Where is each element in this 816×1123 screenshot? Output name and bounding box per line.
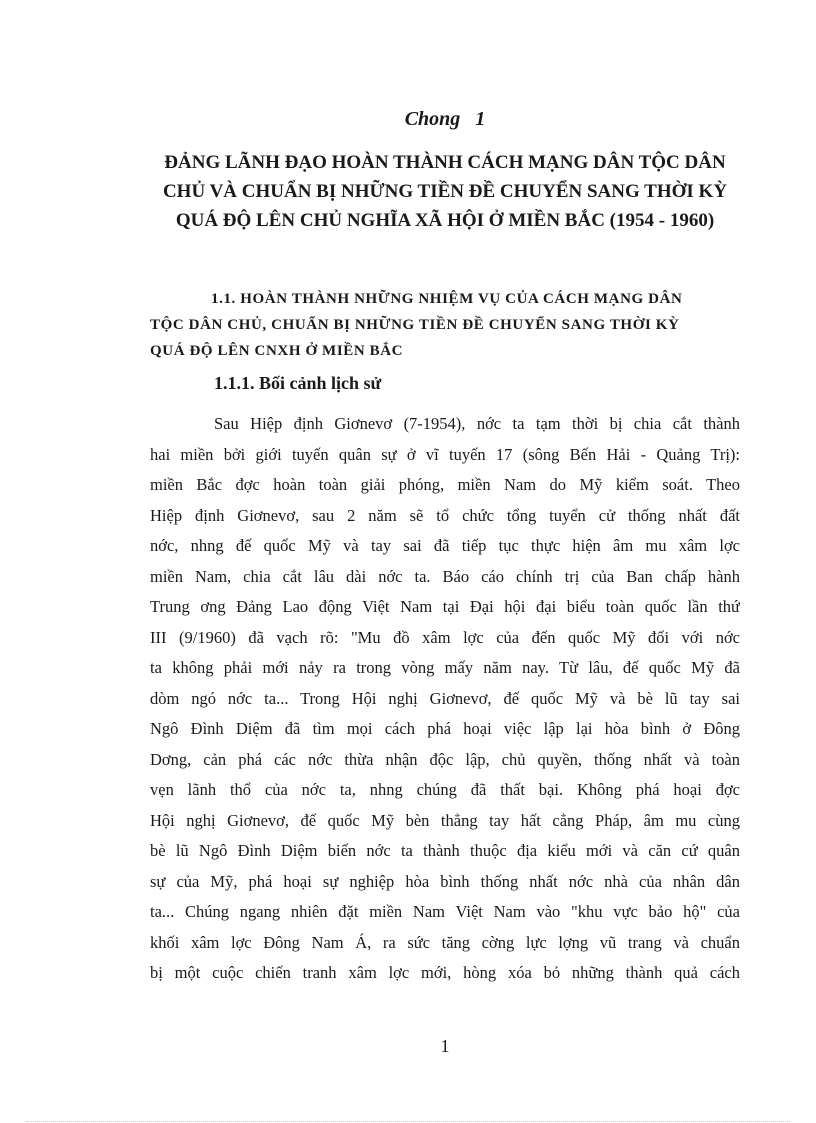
paragraph-line: bị một cuộc chiến tranh xâm lợc mới, hòng xóa bỏ những thành quả cách xyxy=(150,963,740,982)
chapter-title-line: CHỦ VÀ CHUẨN BỊ NHỮNG TIỀN ĐỀ CHUYỂN SANG THỜI KỲ xyxy=(162,181,728,202)
paragraph-line: Dơng, cản phá các nớc thừa nhận độc lập, chủ quyền, thống nhất và toàn xyxy=(150,749,740,769)
chapter-title-line: ĐẢNG LÃNH ĐẠO HOÀN THÀNH CÁCH MẠNG DÂN TỘC DÂN xyxy=(164,152,726,173)
section-heading-line: QUÁ ĐỘ LÊN CNXH Ở MIỀN BẮC xyxy=(150,343,404,359)
paragraph-line: vẹn lãnh thổ của nớc ta, nhng chúng đã thất bại. Không phá hoại đợc xyxy=(150,780,740,799)
paragraph-line: Hội nghị Giơnevơ, đế quốc Mỹ bèn thẳng tay hất cẳng Pháp, âm mu cùng xyxy=(150,810,740,830)
page-bottom-divider xyxy=(26,1121,790,1122)
section-heading-line: 1.1. HOÀN THÀNH NHỮNG NHIỆM VỤ CỦA CÁCH MẠNG DÂN xyxy=(211,291,683,307)
chapter-title-line: QUÁ ĐỘ LÊN CHỦ NGHĨA XÃ HỘI Ở MIỀN BẮC (1954 - 1960) xyxy=(175,210,715,231)
paragraph-line: Hiệp định Giơnevơ, sau 2 năm sẽ tổ chức tổng tuyển cử thống nhất đất xyxy=(150,505,740,525)
paragraph-line: Ngô Đình Diệm đã tìm mọi cách phá hoại việc lập lại hòa bình ở Đông xyxy=(150,719,740,738)
paragraph-line: ta... Chúng ngang nhiên đặt miền Nam Việt Nam vào "khu vực bảo hộ" của xyxy=(150,902,740,921)
paragraph-line: bè lũ Ngô Đình Diệm biến nớc ta thành thuộc địa kiểu mới và căn cứ quân xyxy=(150,841,740,860)
paragraph-line: miền Nam, chia cắt lâu dài nớc ta. Báo cáo chính trị của Ban chấp hành xyxy=(150,566,740,586)
paragraph-line: khối xâm lợc Đông Nam Á, ra sức tăng cờng lực lợng vũ trang và chuẩn xyxy=(150,932,740,952)
paragraph-line: Trung ơng Đảng Lao động Việt Nam tại Đại hội đại biểu toàn quốc lần thứ xyxy=(150,597,740,616)
paragraph-line: ta không phải mới nảy ra trong vòng mấy năm nay. Từ lâu, đế quốc Mỹ đã xyxy=(150,658,740,677)
section-heading xyxy=(150,286,740,364)
paragraph-line: Sau Hiệp định Giơnevơ (7-1954), nớc ta tạm thời bị chia cắt thành xyxy=(214,414,740,433)
paragraph-line: miền Bắc đợc hoàn toàn giải phóng, miền Nam do Mỹ kiểm soát. Theo xyxy=(150,475,740,494)
paragraph-line: sự của Mỹ, phá hoại sự nghiệp hòa bình thống nhất nớc nhà của nhân dân xyxy=(150,871,740,891)
page-number: 1 xyxy=(440,1036,450,1056)
chapter-title xyxy=(150,148,740,235)
paragraph-line: dòm ngó nớc ta... Trong Hội nghị Giơnevơ, đế quốc Mỹ và bè lũ tay sai xyxy=(150,688,740,708)
body-paragraph xyxy=(150,409,740,989)
paragraph-line: nớc, nhng đế quốc Mỹ và tay sai đã tiếp tục thực hiện âm mu xâm lợc xyxy=(150,536,740,555)
section-heading-line: TỘC DÂN CHỦ, CHUẨN BỊ NHỮNG TIỀN ĐỀ CHUYỂN SANG THỜI KỲ xyxy=(150,317,680,333)
subsection-heading: 1.1.1. Bối cảnh lịch sử xyxy=(214,373,382,393)
paragraph-line: hai miền bởi giới tuyến quân sự ở vĩ tuyến 17 (sông Bến Hải - Quảng Trị): xyxy=(150,444,740,464)
chapter-label: Chong 1 xyxy=(404,108,486,130)
paragraph-line: III (9/1960) đã vạch rõ: "Mu đồ xâm lợc của đến quốc Mỹ đối với nớc xyxy=(150,627,740,647)
